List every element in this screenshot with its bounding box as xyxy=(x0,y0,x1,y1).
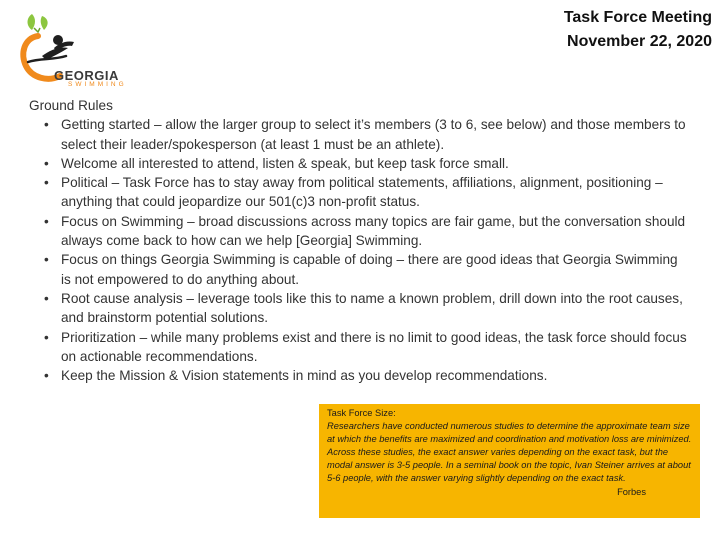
list-item xyxy=(29,173,689,212)
section-heading: Ground Rules xyxy=(29,98,113,113)
rules-list xyxy=(29,115,689,385)
logo-wordmark: GEORGIA xyxy=(54,68,119,83)
list-item xyxy=(29,328,689,367)
list-item xyxy=(29,289,689,328)
rule-text: Focus on things Georgia Swimming is capable of doing – there are good ideas that Georgia Swimming is not empowered to do anything about. xyxy=(61,252,678,287)
bullet-icon: • xyxy=(44,155,49,171)
bullet-icon: • xyxy=(44,329,49,345)
list-item xyxy=(29,366,689,385)
note-credit: Forbes xyxy=(617,486,646,497)
list-item xyxy=(29,250,689,289)
bullet-icon: • xyxy=(44,368,49,384)
bullet-icon: • xyxy=(44,213,49,229)
task-force-size-note xyxy=(319,404,700,518)
georgia-swimming-logo xyxy=(18,10,130,90)
rule-text: Root cause analysis – leverage tools like this to name a known problem, drill down into the root causes, and brainstorm potential solutions. xyxy=(61,290,683,326)
bullet-icon: • xyxy=(44,117,49,133)
ground-rules-section xyxy=(29,96,689,385)
rule-text: Getting started – allow the larger group to select it’s members (3 to 6, see below) and those members to select their leader/spokesperson (at least 1 must be an athlete). xyxy=(61,117,686,152)
note-body: Researchers have conducted numerous studies to determine the approximate team size at which the benefits are maximized and coordination and motivation loss are minimized. Across these studies, the exact answer varies depending on the exact task, but the modal answer is 3-5 people. In a seminal book on the topic, Ivan Steiner arrives at about 5-6 people, with the answer varying slightly depending on the exact task. xyxy=(327,421,692,484)
note-title: Task Force Size: xyxy=(327,408,396,418)
rule-text: Political – Task Force has to stay away from political statements, affiliations, alignment, positioning – anything that could jeopardize our 501(c)3 non-profit status. xyxy=(61,175,663,210)
rule-text: Prioritization – while many problems exist and there is no limit to good ideas, the task force should focus on actionable recommendations. xyxy=(61,329,687,364)
rule-text: Welcome all interested to attend, listen & speak, but keep task force small. xyxy=(61,155,509,171)
bullet-icon: • xyxy=(44,252,49,268)
bullet-icon: • xyxy=(44,290,49,306)
list-item xyxy=(29,212,689,251)
meeting-date: November 22, 2020 xyxy=(567,33,712,50)
rule-text: Keep the Mission & Vision statements in mind as you develop recommendations. xyxy=(61,368,548,384)
logo-subtitle: SWIMMING xyxy=(68,81,127,88)
bullet-icon: • xyxy=(44,175,49,191)
page-header xyxy=(564,6,712,54)
page-title: Task Force Meeting xyxy=(563,9,712,26)
rule-text: Focus on Swimming – broad discussions across many topics are fair game, but the conversation should always come back to how can we help [Georgia] Swimming. xyxy=(61,213,686,249)
list-item xyxy=(29,115,689,154)
list-item xyxy=(29,154,689,173)
